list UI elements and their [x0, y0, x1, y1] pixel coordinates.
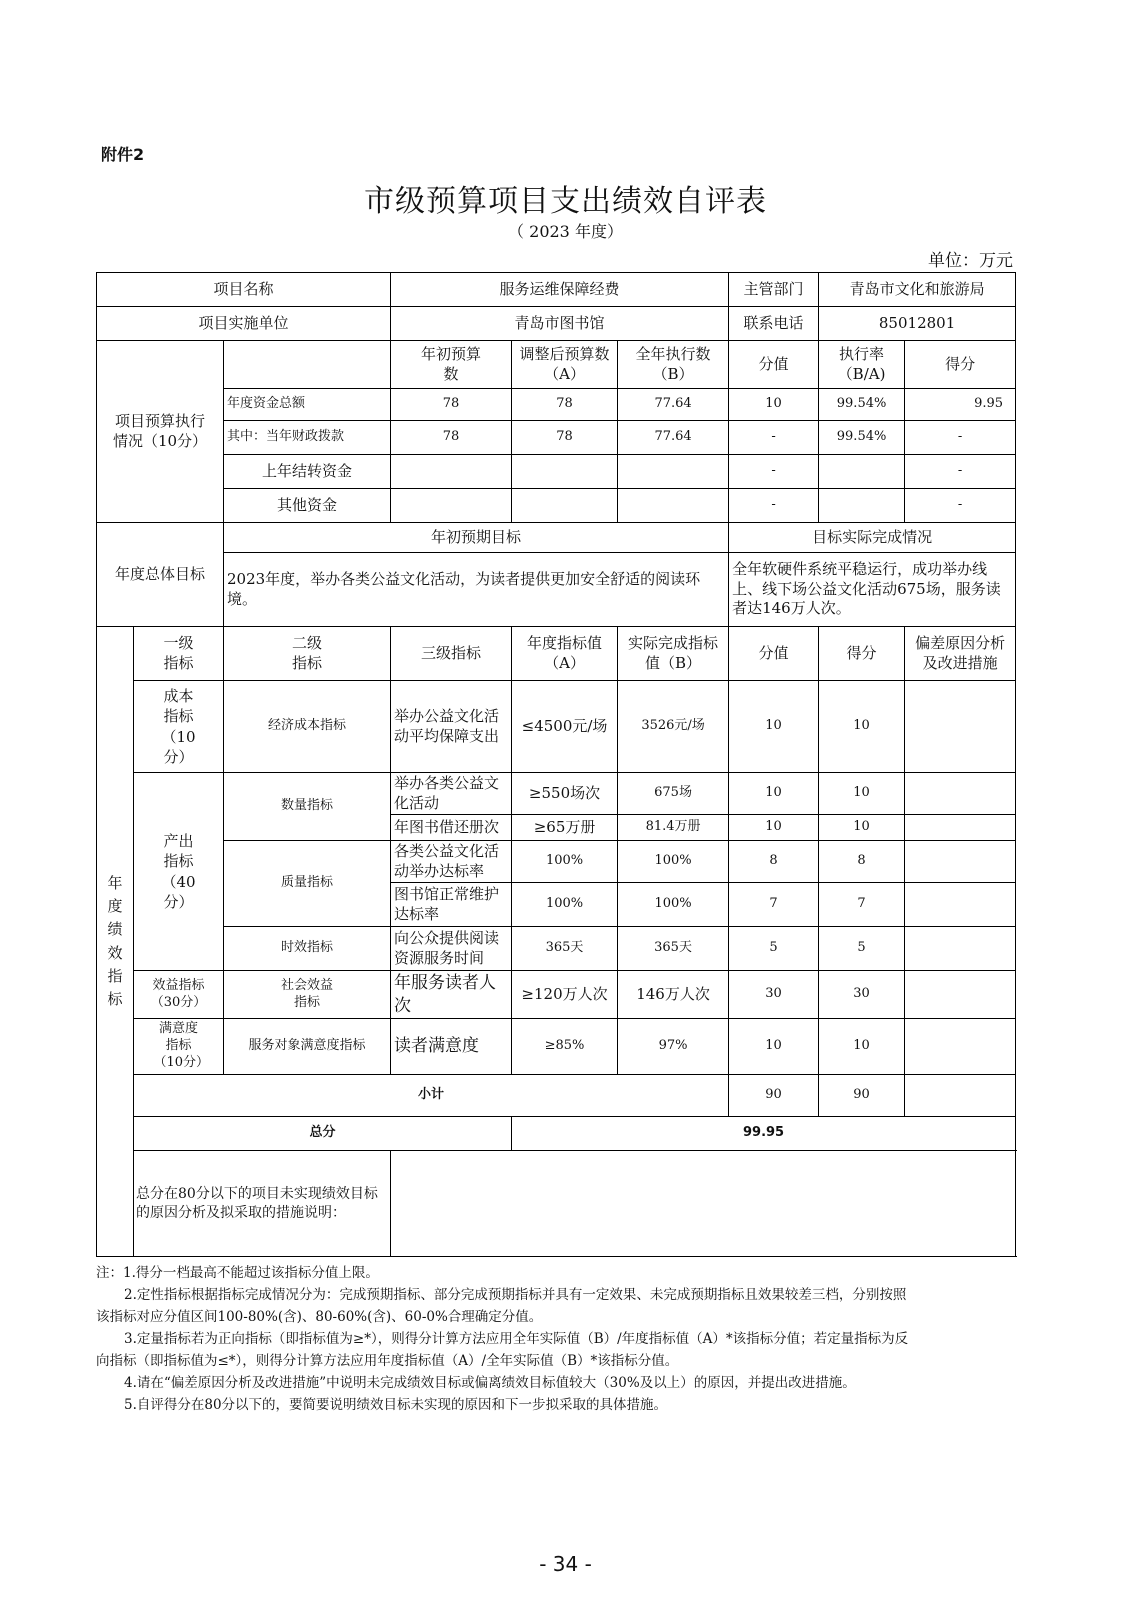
note-line: 该指标对应分值区间100-80%(含)、80-60%(含)、60-0%合理确定分值。	[96, 1309, 543, 1325]
ind-output-l1	[134, 773, 224, 971]
note-line: 注：1.得分一档最高不能超过该指标分值上限。	[96, 1265, 379, 1281]
indicators-section-label	[97, 627, 134, 1257]
budget-cell: 78	[512, 421, 618, 455]
ind-qual-l2: 质量指标	[224, 841, 391, 927]
ind-benefit-value: 30	[729, 971, 819, 1019]
subtotal-value: 90	[729, 1075, 819, 1117]
ind-time-value: 5	[729, 927, 819, 971]
ind-header-score: 得分	[819, 627, 905, 681]
budget-header-score-value: 分值	[729, 341, 819, 389]
indicator-row	[97, 773, 1016, 815]
ind-cost-l1	[134, 681, 224, 773]
ind-header-value: 分值	[729, 627, 819, 681]
budget-header-adjusted: 调整后预算数（A）	[512, 341, 618, 389]
budget-cell: 99.54%	[819, 389, 905, 421]
ind-cost-score: 10	[819, 681, 905, 773]
ind-cost-actual: 3526元/场	[618, 681, 729, 773]
project-name-label: 项目名称	[97, 273, 391, 307]
note-line: 3.定量指标若为正向指标（即指标值为≥*），则得分计算方法应用全年实际值（B）/年度指标值（A）*该指标分值；若定量指标为反	[124, 1331, 909, 1347]
ind-sat-l3: 读者满意度	[391, 1019, 512, 1075]
budget-cell	[512, 489, 618, 523]
budget-cell: -	[729, 421, 819, 455]
budget-cell: 10	[729, 389, 819, 421]
note-line: 5.自评得分在80分以下的，要简要说明绩效目标未实现的原因和下一步拟采取的具体措施。	[124, 1397, 668, 1413]
explain-content	[391, 1151, 1016, 1257]
budget-row-label: 其中：当年财政拨款	[224, 421, 391, 455]
subtotal-score: 90	[819, 1075, 905, 1117]
unit-label: 单位：万元	[928, 251, 1013, 271]
ind-benefit-target: ≥120万人次	[512, 971, 618, 1019]
ind-cost-target: ≤4500元/场	[512, 681, 618, 773]
ind-cost-l1-text: 成本指标（10分）	[161, 687, 196, 766]
ind-header-deviation: 偏差原因分析及改进措施	[905, 627, 1016, 681]
ind-qty2-score: 10	[819, 815, 905, 841]
ind-benefit-l2-text: 社会效益指标	[281, 977, 334, 1010]
ind-qual2-score: 7	[819, 883, 905, 927]
total-label: 总分	[134, 1117, 512, 1151]
impl-unit-label: 项目实施单位	[97, 307, 391, 341]
ind-header-actual: 实际完成指标值（B）	[618, 627, 729, 681]
ind-qty1-score: 10	[819, 773, 905, 815]
ind-cost-deviation	[905, 681, 1016, 773]
ind-qty2-l3: 年图书借还册次	[391, 815, 512, 841]
goal-section-label: 年度总体目标	[97, 523, 224, 627]
budget-cell	[819, 489, 905, 523]
ind-qty1-deviation	[905, 773, 1016, 815]
budget-cell	[618, 455, 729, 489]
ind-qual2-deviation	[905, 883, 1016, 927]
ind-cost-l3: 举办公益文化活动平均保障支出	[391, 681, 512, 773]
ind-benefit-l1-text: 效益指标（30分）	[150, 977, 207, 1010]
budget-header-initial: 年初预算数	[391, 341, 512, 389]
budget-row-label: 其他资金	[224, 489, 391, 523]
ind-sat-l1-text: 满意度指标（10分）	[153, 1021, 210, 1070]
ind-sat-deviation	[905, 1019, 1016, 1075]
indicators-section-text: 年度绩效指标	[107, 873, 123, 1008]
note-line: 4.请在“偏差原因分析及改进措施”中说明未完成绩效目标或偏离绩效目标值较大（30%及以上）的原因，并提出改进措施。	[124, 1375, 856, 1391]
budget-row	[97, 421, 1016, 455]
budget-row-label: 年度资金总额	[224, 389, 391, 421]
ind-cost-l2: 经济成本指标	[224, 681, 391, 773]
total-value: 99.95	[512, 1117, 1016, 1151]
ind-qual2-target: 100%	[512, 883, 618, 927]
budget-section-label: 项目预算执行情况（10分）	[97, 341, 224, 523]
ind-time-actual: 365天	[618, 927, 729, 971]
budget-cell: 77.64	[618, 389, 729, 421]
annex-label: 附件2	[101, 145, 145, 164]
ind-time-deviation	[905, 927, 1016, 971]
ind-qual1-deviation	[905, 841, 1016, 883]
ind-time-l2: 时效指标	[224, 927, 391, 971]
ind-sat-actual: 97%	[618, 1019, 729, 1075]
ind-qty2-deviation	[905, 815, 1016, 841]
impl-unit-value: 青岛市图书馆	[391, 307, 729, 341]
ind-header-l1: 一级指标	[134, 627, 224, 681]
budget-cell: -	[905, 489, 1016, 523]
budget-row-label: 上年结转资金	[224, 455, 391, 489]
ind-qual2-l3: 图书馆正常维护达标率	[391, 883, 512, 927]
budget-cell: 78	[391, 389, 512, 421]
ind-qty2-target: ≥65万册	[512, 815, 618, 841]
ind-qty1-value: 10	[729, 773, 819, 815]
phone-value: 85012801	[819, 307, 1016, 341]
ind-qty-l2: 数量指标	[224, 773, 391, 841]
note-line: 向指标（即指标值为≤*），则得分计算方法应用年度指标值（A）/全年实际值（B）*该指标分值。	[96, 1353, 679, 1369]
budget-cell: 78	[512, 389, 618, 421]
budget-cell: 99.54%	[819, 421, 905, 455]
ind-benefit-l3: 年服务读者人次	[391, 971, 512, 1019]
dept-label: 主管部门	[729, 273, 819, 307]
ind-qty1-actual: 675场	[618, 773, 729, 815]
note-line: 2.定性指标根据指标完成情况分为：完成预期指标、部分完成预期指标并具有一定效果、未完成预期指标且效果较差三档，分别按照	[124, 1287, 907, 1303]
budget-cell: -	[905, 421, 1016, 455]
budget-header-rate: 执行率（B/A)	[819, 341, 905, 389]
ind-header-l2: 二级指标	[224, 627, 391, 681]
ind-sat-l2: 服务对象满意度指标	[224, 1019, 391, 1075]
indicator-row	[97, 971, 1016, 1019]
budget-cell: 78	[391, 421, 512, 455]
ind-time-score: 5	[819, 927, 905, 971]
budget-cell: -	[905, 455, 1016, 489]
ind-time-target: 365天	[512, 927, 618, 971]
budget-cell: 77.64	[618, 421, 729, 455]
budget-cell: -	[729, 489, 819, 523]
ind-time-l3: 向公众提供阅读资源服务时间	[391, 927, 512, 971]
ind-qty1-l3: 举办各类公益文化活动	[391, 773, 512, 815]
ind-qual1-actual: 100%	[618, 841, 729, 883]
page-number: - 34 -	[539, 1552, 592, 1576]
ind-benefit-l1	[134, 971, 224, 1019]
ind-benefit-actual: 146万人次	[618, 971, 729, 1019]
subtotal-label: 小计	[134, 1075, 729, 1117]
goal-actual-label: 目标实际完成情况	[729, 523, 1016, 553]
ind-sat-target: ≥85%	[512, 1019, 618, 1075]
indicator-row	[97, 927, 1016, 971]
form-title: 市级预算项目支出绩效自评表	[364, 184, 767, 219]
indicator-row	[97, 1019, 1016, 1075]
budget-header-empty	[224, 341, 391, 389]
budget-cell	[391, 455, 512, 489]
goal-actual-text: 全年软硬件系统平稳运行，成功举办线上、线下场公益文化活动675场，服务读者达146万人次。	[729, 553, 1016, 627]
budget-row	[97, 455, 1016, 489]
budget-cell	[618, 489, 729, 523]
form-year: （ 2023 年度）	[508, 222, 623, 241]
evaluation-table	[96, 272, 1016, 1257]
budget-header-executed: 全年执行数（B）	[618, 341, 729, 389]
budget-header-score: 得分	[905, 341, 1016, 389]
project-name: 服务运维保障经费	[391, 273, 729, 307]
indicator-row	[97, 681, 1016, 773]
ind-qual1-score: 8	[819, 841, 905, 883]
ind-sat-value: 10	[729, 1019, 819, 1075]
ind-benefit-deviation	[905, 971, 1016, 1019]
ind-benefit-l2	[224, 971, 391, 1019]
budget-cell	[819, 455, 905, 489]
subtotal-deviation	[905, 1075, 1016, 1117]
ind-benefit-score: 30	[819, 971, 905, 1019]
budget-row	[97, 389, 1016, 421]
notes	[96, 1262, 1015, 1416]
budget-cell	[512, 455, 618, 489]
ind-qty1-target: ≥550场次	[512, 773, 618, 815]
ind-qual2-actual: 100%	[618, 883, 729, 927]
ind-output-l1-text: 产出指标（40分）	[161, 832, 196, 911]
ind-sat-l1	[134, 1019, 224, 1075]
ind-qual1-value: 8	[729, 841, 819, 883]
ind-qual1-l3: 各类公益文化活动举办达标率	[391, 841, 512, 883]
ind-qual1-target: 100%	[512, 841, 618, 883]
dept-value: 青岛市文化和旅游局	[819, 273, 1016, 307]
ind-header-l3: 三级指标	[391, 627, 512, 681]
goal-expected-label: 年初预期目标	[224, 523, 729, 553]
explain-label: 总分在80分以下的项目未实现绩效目标的原因分析及拟采取的措施说明：	[134, 1151, 391, 1257]
budget-cell: 9.95	[905, 389, 1016, 421]
ind-qty2-value: 10	[729, 815, 819, 841]
budget-cell: -	[729, 455, 819, 489]
budget-cell	[391, 489, 512, 523]
indicator-row	[97, 841, 1016, 883]
ind-header-target: 年度指标值（A）	[512, 627, 618, 681]
ind-qual2-value: 7	[729, 883, 819, 927]
phone-label: 联系电话	[729, 307, 819, 341]
ind-sat-score: 10	[819, 1019, 905, 1075]
budget-row	[97, 489, 1016, 523]
ind-cost-value: 10	[729, 681, 819, 773]
ind-qty2-actual: 81.4万册	[618, 815, 729, 841]
goal-expected-text: 2023年度，举办各类公益文化活动，为读者提供更加安全舒适的阅读环境。	[224, 553, 729, 627]
